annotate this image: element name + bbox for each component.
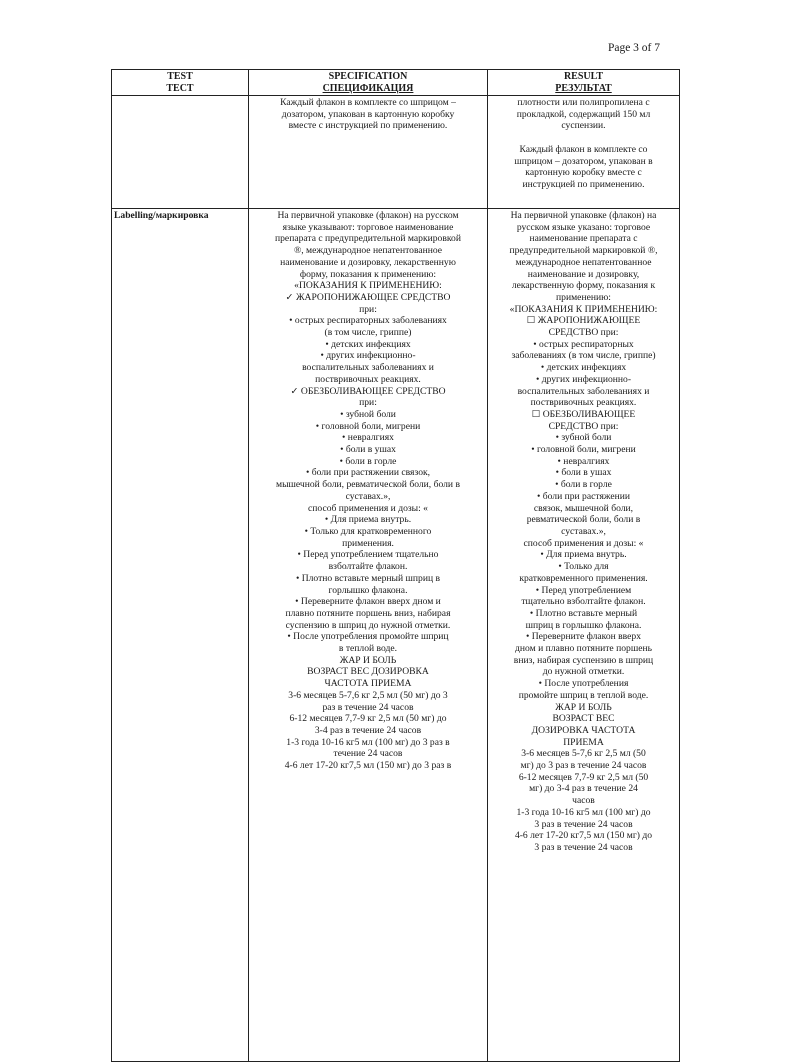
text-line: Каждый флакон в комплекте со шприцом – [280,97,456,108]
text-line: промойте шприц в теплой воде. [518,689,649,701]
text-line: шприцом – дозатором, упакован в [514,155,653,167]
text-line: способ применения и дозы: « [308,502,428,514]
text-line: • боли при растяжении связок, [305,467,431,479]
text-line: связок, мышечной боли, [533,502,634,514]
text-line: ДОЗИРОВКА ЧАСТОТА [531,724,636,736]
text-line: • боли при растяжении [536,490,631,502]
text-line: ®, международное непатентованное [293,245,443,257]
text-line: наименование и дозировку, лекарственную [280,256,456,268]
text-line: суставах.», [345,490,391,502]
text-line: тщательно взболтайте флакон. [521,596,646,608]
text-line: инструкцией по применению. [522,178,645,190]
text-line: • боли в ушах [555,467,612,479]
text-line: поствривочных реакциях. [530,397,637,409]
text-line: ☐ ОБЕЗБОЛИВАЮЩЕЕ [531,408,636,420]
text-line: ☐ ЖАРОПОНИЖАЮЩЕЕ [526,315,641,327]
text-line: горлышко флакона. [328,584,408,596]
text-line: раз в течение 24 часов [322,701,414,713]
text-line: прокладкой, содержащий 150 мл [516,108,651,120]
text-line: СРЕДСТВО при: [548,420,619,432]
text-line: мг) до 3-4 раз в течение 24 [529,783,638,795]
text-line: • детских инфекциях [540,362,627,374]
text-line: русском языке указано: торговое [516,221,651,233]
text-line: (в том числе, гриппе) [324,327,412,339]
text-line: • зубной боли [340,408,396,420]
text-line: заболеваниях (в том числе, гриппе) [511,350,656,362]
text-line: мг) до 3 раз в течение 24 часов [520,760,647,772]
text-line: ревматической боли, боли в [526,514,641,526]
text-line: • головной боли, мигрени [315,420,421,432]
text-line: предупредительной маркировкой ®, [509,245,658,257]
text-line: • боли в горле [555,479,612,491]
text-line: ЖАР И БОЛЬ [339,654,397,666]
text-line: 3 раз в течение 24 часов [534,818,633,830]
text-line: применению: [556,291,611,303]
text-line: дозатором, упакован в картонную коробку [281,108,455,120]
text-line: 4-6 лет 17-20 кг7,5 мл (150 мг) до 3 раз в [284,760,452,772]
text-line: • острых респираторных заболеваниях [289,315,447,327]
text-line: в теплой воде. [338,643,398,655]
text-line: • других инфекционно- [320,350,416,362]
text-line: взболтайте флакон. [328,561,408,573]
text-line: ВОЗРАСТ ВЕС ДОЗИРОВКА [307,666,429,678]
text-line: суспензию в шприц до нужной отметки. [285,619,451,631]
text-line: • Плотно вставьте мерный [529,607,638,619]
text-line: • невралгиях [557,455,610,467]
text-line: 1-3 года 10-16 кг5 мл (100 мг) до 3 раз в [286,736,450,748]
header-specification: SPECIFICATION СПЕЦИФИКАЦИЯ [249,70,488,96]
text-line: • других инфекционно- [535,373,632,385]
text-line: • После употребления промойте шприц [287,631,449,643]
text-line: воспалительных заболеваниях и [517,385,650,397]
text-line: 3-4 раз в течение 24 часов [314,724,422,736]
text-line: поствривочных реакциях. [315,373,421,385]
result-cell-labelling [488,209,680,1062]
text-line: ВОЗРАСТ ВЕС [552,713,615,725]
text-line: ЧАСТОТА ПРИЕМА [324,678,412,690]
text-line: плотности или полипропилена с [517,97,650,108]
text-line: «ПОКАЗАНИЯ К ПРИМЕНЕНИЮ: [294,280,442,292]
table-row-labelling [112,209,680,1062]
text-line: международное непатентованное [515,256,652,268]
text-line: «ПОКАЗАНИЯ К ПРИМЕНЕНИЮ: [509,303,658,315]
page-number: Page 3 of 7 [607,42,660,54]
text-line: 1-3 года 10-16 кг5 мл (100 мг) до [516,806,651,818]
text-line: • боли в горле [339,455,397,467]
text-line: ✓ ЖАРОПОНИЖАЮЩЕЕ СРЕДСТВО [285,291,451,303]
text-line: наименование и дозировку, [527,268,640,280]
spec-cell-labelling [249,209,488,1062]
text-line: шприц в горлышко флакона. [525,619,642,631]
text-line: • детских инфекциях [325,338,411,350]
text-line: мышечной боли, ревматической боли, боли в [276,479,460,491]
text-line: • Плотно вставьте мерный шприц в [295,572,441,584]
text-line: • Для приема внутрь. [324,514,412,526]
text-line: • Для приема внутрь. [540,549,627,561]
table-header-row [112,70,680,96]
header-test: TEST ТЕСТ [112,70,249,96]
text-line: • Только для [558,561,609,573]
text-line: картонную коробку вместе с [525,167,642,179]
text-line: • Перед употреблением тщательно [297,549,439,561]
text-line: На первичной упаковке (флакон) на [510,210,657,221]
text-line: 4-6 лет 17-20 кг7,5 мл (150 мг) до [514,830,653,842]
spec-cell [249,96,488,209]
text-line: лекарственную форму, показания к [511,280,656,292]
test-cell [112,96,249,209]
text-line: препарата с предупредительной маркировкой [275,233,461,245]
text-line: • зубной боли [555,432,612,444]
text-line: ПРИЕМА [563,736,604,748]
text-line: • боли в ушах [340,444,396,456]
specification-table [111,69,680,1062]
text-line: • острых респираторных [533,338,634,350]
text-line: применения. [342,537,394,549]
text-line: ✓ ОБЕЗБОЛИВАЮЩЕЕ СРЕДСТВО [290,385,446,397]
text-line: На первичной упаковке (флакон) на русском [277,210,459,221]
result-cell [488,96,680,209]
text-line [490,132,677,144]
text-line: воспалительных заболеваниях и [302,362,434,374]
text-line: 3-6 месяцев 5-7,6 кг 2,5 мл (50 мг) до 3 [288,689,448,701]
text-line: кратковременного применения. [519,572,648,584]
text-line: Каждый флакон в комплекте со [519,143,648,155]
text-line: вместе с инструкцией по применению. [288,120,448,132]
text-line: дном и плавно потяните поршень [515,643,652,655]
text-line: 3 раз в течение 24 часов [534,841,633,853]
text-line: течение 24 часов [333,748,403,760]
text-line: при: [359,303,377,315]
text-line: 6-12 месяцев 7,7-9 кг 2,5 мл (50 [518,771,649,783]
text-line: вниз, набирая суспензию в шприц [513,654,654,666]
text-line: СРЕДСТВО при: [548,327,619,339]
text-line: ЖАР И БОЛЬ [555,701,612,713]
text-line: • После употребления [538,678,629,690]
text-line: • Только для кратковременного [304,525,432,537]
text-line: наименование препарата с [529,233,638,245]
text-line: языке указывают: торговое наименование [282,221,454,233]
header-result: RESULT РЕЗУЛЬТАТ [488,70,680,96]
text-line: способ применения и дозы: « [523,537,644,549]
text-line: • Переверните флакон вверх [525,631,642,643]
text-line: до нужной отметки. [542,666,625,678]
text-line: • Перед употреблением [535,584,632,596]
test-cell-labelling: Labelling/маркировка [112,209,249,1062]
text-line: • невралгиях [342,432,394,444]
text-line: • Переверните флакон вверх дном и [295,596,441,608]
text-line: • головной боли, мигрени [531,444,636,456]
text-line: плавно потяните поршень вниз, набирая [285,607,451,619]
text-line: суставах.», [561,525,606,537]
table-row-packaging [112,96,680,209]
text-line: 6-12 месяцев 7,7-9 кг 2,5 мл (50 мг) до [289,713,447,725]
text-line: при: [359,397,377,409]
text-line: форму, показания к применению: [299,268,437,280]
text-line: суспензии. [561,120,606,132]
text-line: часов [572,795,595,807]
text-line: 3-6 месяцев 5-7,6 кг 2,5 мл (50 [521,748,646,760]
